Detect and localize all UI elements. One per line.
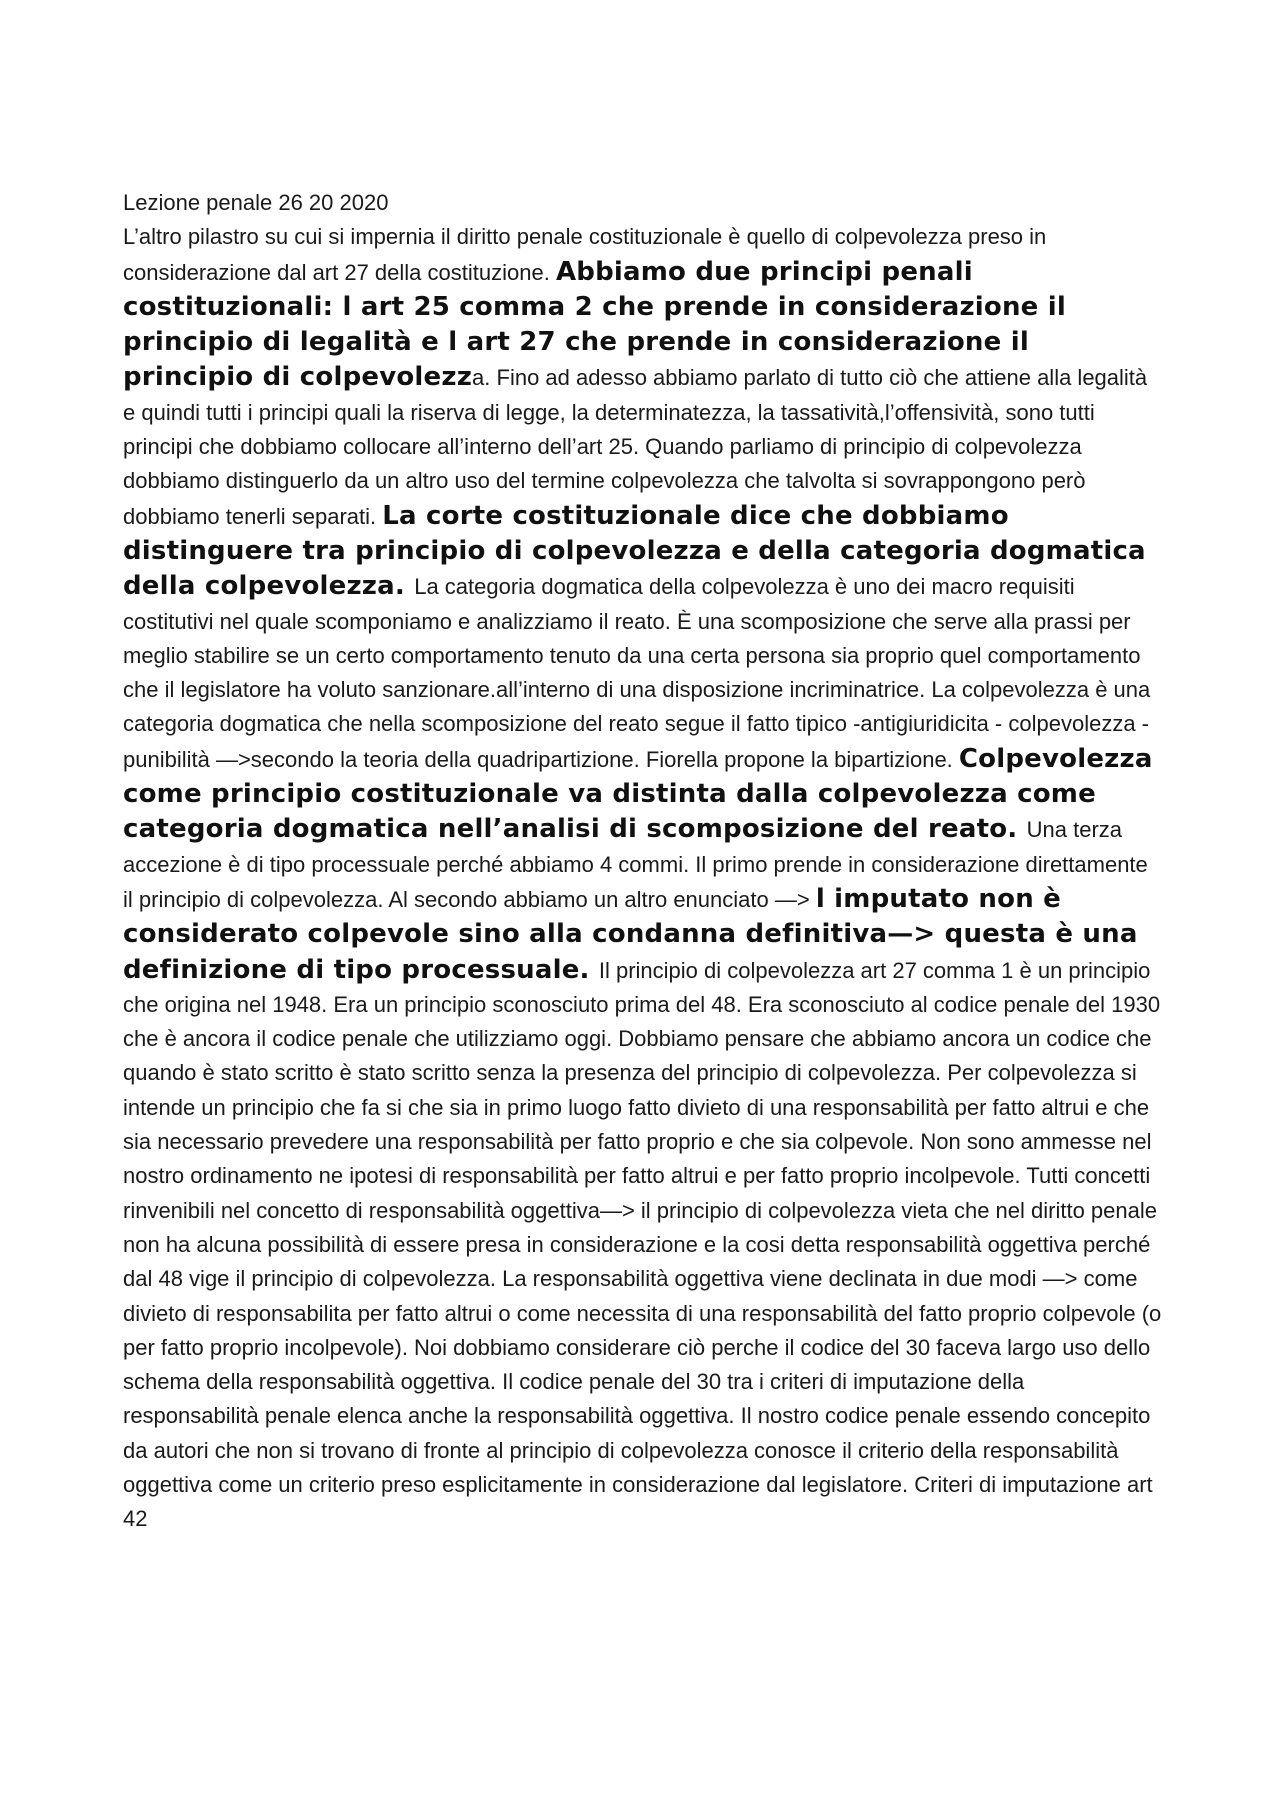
bold-text-segment: Abbiamo due principi penali costituzionali: l art 25 comma 2 che prende in considerazione il principio di legalità e l art 27 che prende in considerazione il principio di colpevolezz	[123, 256, 1066, 393]
text-segment: Una terza accezione è di tipo processuale perché abbiamo 4 commi. Il primo prende in considerazione direttamente il principio di colpevolezza. Al secondo abbiamo un altro enunciato —>	[123, 817, 1148, 912]
text-segment: a. Fino ad adesso abbiamo parlato di tutto ciò che attiene alla legalità e quindi tutti i principi quali la riserva di legge, la determinatezza, la tassatività,l’offensività, sono tutti principi che dobbiamo collocare all’interno dell’art 25. Quando parliamo di principio di colpevolezza dobbiamo distinguerlo da un altro uso del termine colpevolezza che talvolta si sovrappongono però dobbiamo tenerli separati.	[123, 365, 1148, 529]
document-body	[123, 186, 1163, 1537]
bold-text-segment: Colpevolezza come principio costituzionale va distinta dalla colpevolezza come categoria dogmatica nell’analisi di scomposizione del reato.	[123, 743, 1153, 845]
text-segment: L’altro pilastro su cui si impernia il diritto penale costituzionale è quello di colpevolezza preso in considerazione dal art 27 della costituzione.	[123, 224, 1047, 285]
bold-text-segment: l imputato non è considerato colpevole sino alla condanna definitiva—> questa è una definizione di tipo processuale.	[123, 883, 1138, 985]
text-segment: Il principio di colpevolezza art 27 comma 1 è un principio che origina nel 1948. Era un principio sconosciuto prima del 48. Era sconosciuto al codice penale del 1930 che è ancora il codice penale che utilizziamo oggi. Dobbiamo pensare che abbiamo ancora un codice che quando è stato scritto è stato scritto senza la presenza del principio di colpevolezza. Per colpevolezza si intende un principio che fa si che sia in primo luogo fatto divieto di una responsabilità per fatto altrui e che sia necessario prevedere una responsabilità per fatto proprio e che sia colpevole. Non sono ammesse nel nostro ordinamento ne ipotesi di responsabilità per fatto altrui e per fatto proprio incolpevole. Tutti concetti rinvenibili nel concetto di responsabilità oggettiva—> il principio di colpevolezza vieta che nel diritto penale non ha alcuna possibilità di essere presa in considerazione e la cosi detta responsabilità oggettiva perché dal 48 vige il principio di colpevolezza. La responsabilità oggettiva viene declinata in due modi —> come divieto di responsabilita per fatto altrui o come necessita di una responsabilità del fatto proprio colpevole (o per fatto proprio incolpevole). Noi dobbiamo considerare ciò perche il codice del 30 faceva largo uso dello schema della responsabilità oggettiva. Il codice penale del 30 tra i criteri di imputazione della responsabilità penale elenca anche la responsabilità oggettiva. Il nostro codice penale essendo concepito da autori che non si trovano di fronte al principio di colpevolezza conosce il criterio della responsabilità oggettiva come un criterio preso esplicitamente in considerazione dal legislatore. Criteri di imputazione art 42	[123, 957, 1162, 1532]
bold-text-segment: La corte costituzionale dice che dobbiamo distinguere tra principio di colpevolezza e della categoria dogmatica della colpevolezza.	[123, 500, 1146, 602]
text-segment: La categoria dogmatica della colpevolezza è uno dei macro requisiti costitutivi nel quale scomponiamo e analizziamo il reato. È una scomposizione che serve alla prassi per meglio stabilire se un certo comportamento tenuto da una certa persona sia proprio quel comportamento che il legislatore ha voluto sanzionare.all’interno di una disposizione incriminatrice. La colpevolezza è una categoria dogmatica che nella scomposizione del reato segue il fatto tipico -antigiuridicita - colpevolezza - punibilità —>secondo la teoria della quadripartizione. Fiorella propone la bipartizione.	[123, 574, 1151, 772]
document-paragraph	[123, 224, 1161, 1531]
document-title: Lezione penale 26 20 2020	[123, 190, 389, 215]
